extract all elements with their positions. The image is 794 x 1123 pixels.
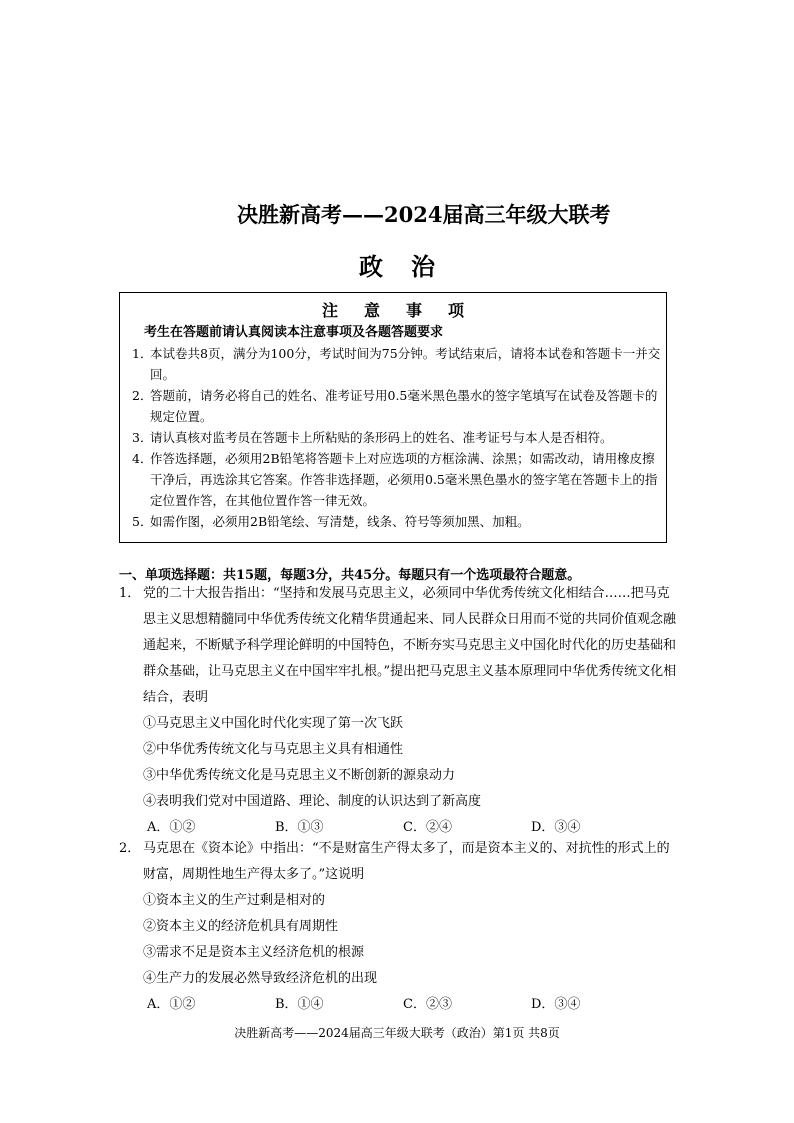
question-stem-row <box>119 836 679 888</box>
notice-item-text: 请认真核对监考员在答题卡上所粘贴的条形码上的姓名、准考证号与本人是否相符。 <box>150 430 613 445</box>
notice-item-number: 5． <box>132 514 153 529</box>
choice-c: C．②④ <box>403 820 452 835</box>
question-number: 1． <box>119 586 141 601</box>
notice-item-text: 作答选择题，必须用2B铅笔将答题卡上对应选项的方框涂满、涂黑；如需改动，请用橡皮擦干净后，再选涂其它答案。作答非选择题，必须用0.5毫米黑色墨水的签字笔在答题卡上的指定位置作答，在其他位置作答一律无效。 <box>150 451 658 508</box>
page-footer: 决胜新高考——2024届高三年级大联考（政治）第1页 共8页 <box>234 1026 560 1040</box>
choice-b: B．①④ <box>275 997 324 1012</box>
choice-a: A．①② <box>147 820 196 835</box>
notice-item <box>132 427 662 448</box>
question-statement: ③中华优秀传统文化是马克思主义不断创新的源泉动力 <box>143 768 456 783</box>
notice-item-text: 如需作图，必须用2B铅笔绘、写清楚，线条、符号等须加黑、加粗。 <box>150 514 530 529</box>
choice-c: C．②③ <box>403 997 452 1012</box>
section-heading: 一、单项选择题：共15题，每题3分，共45分。每题只有一个选项最符合题意。 <box>119 568 581 583</box>
notice-heading <box>120 298 666 321</box>
notice-heading-char: 注 <box>321 301 338 320</box>
choice-d: D．③④ <box>531 820 581 835</box>
question-stem: 马克思在《资本论》中指出：“不是财富生产得太多了，而是资本主义的、对抗性的形式上的财富，周期性地生产得太多了。”这说明 <box>143 841 670 882</box>
notice-heading-char: 意 <box>363 301 380 320</box>
notice-subtitle: 考生在答题前请认真阅读本注意事项及各题答题要求 <box>144 325 444 340</box>
notice-item-number: 1． <box>132 346 153 361</box>
notice-heading-char: 事 <box>406 301 423 320</box>
question-statement: ④表明我们党对中国道路、理论、制度的认识达到了新高度 <box>143 794 482 809</box>
notice-item <box>132 511 662 532</box>
question-number: 2． <box>119 841 141 856</box>
question-stem-row <box>119 581 679 711</box>
notice-item-number: 2． <box>132 388 153 403</box>
subject-char: 政 <box>359 252 383 281</box>
notice-item-number: 3． <box>132 430 153 445</box>
notice-heading-char: 项 <box>448 301 465 320</box>
question-statement: ①资本主义的生产过剩是相对的 <box>143 893 326 908</box>
notice-item-text: 答题前，请务必将自己的姓名、准考证号用0.5毫米黑色墨水的签字笔填写在试卷及答题卡的规定位置。 <box>150 388 658 424</box>
question-2 <box>119 836 679 1018</box>
subject-title <box>0 247 794 282</box>
question-statement: ②中华优秀传统文化与马克思主义具有相通性 <box>143 742 404 757</box>
question-statement: ③需求不足是资本主义经济危机的根源 <box>143 945 365 960</box>
choice-a: A．①② <box>147 997 196 1012</box>
notice-list <box>132 343 662 532</box>
question-statement: ④生产力的发展必然导致经济危机的出现 <box>143 971 378 986</box>
choice-d: D．③④ <box>531 997 581 1012</box>
notice-item-number: 4． <box>132 451 153 466</box>
question-statement: ②资本主义的经济危机具有周期性 <box>143 919 339 934</box>
answer-choices <box>119 992 679 1018</box>
notice-item-text: 本试卷共8页，满分为100分，考试时间为75分钟。考试结束后，请将本试卷和答题卡一并交回。 <box>150 346 661 382</box>
question-stem: 党的二十大报告指出：“坚持和发展马克思主义，必须同中华优秀传统文化相结合……把马克思主义思想精髓同中华优秀传统文化精华贯通起来、同人民群众日用而不觉的共同价值观念融通起来，不断赋予科学理论鲜明的中国特色，不断夯实马克思主义中国化时代化的历史基础和群众基础，让马克思主义在中国牢牢扎根。”提出把马克思主义基本原理同中华优秀传统文化相结合，表明 <box>143 586 677 705</box>
notice-item <box>132 343 662 385</box>
choice-b: B．①③ <box>275 820 324 835</box>
subject-char: 治 <box>411 252 435 281</box>
question-statement: ①马克思主义中国化时代化实现了第一次飞跃 <box>143 716 404 731</box>
notice-item <box>132 385 662 427</box>
question-1 <box>119 581 679 841</box>
notice-item <box>132 448 662 511</box>
exam-title: 决胜新高考——2024届高三年级大联考 <box>237 202 611 227</box>
notice-box <box>119 292 667 543</box>
